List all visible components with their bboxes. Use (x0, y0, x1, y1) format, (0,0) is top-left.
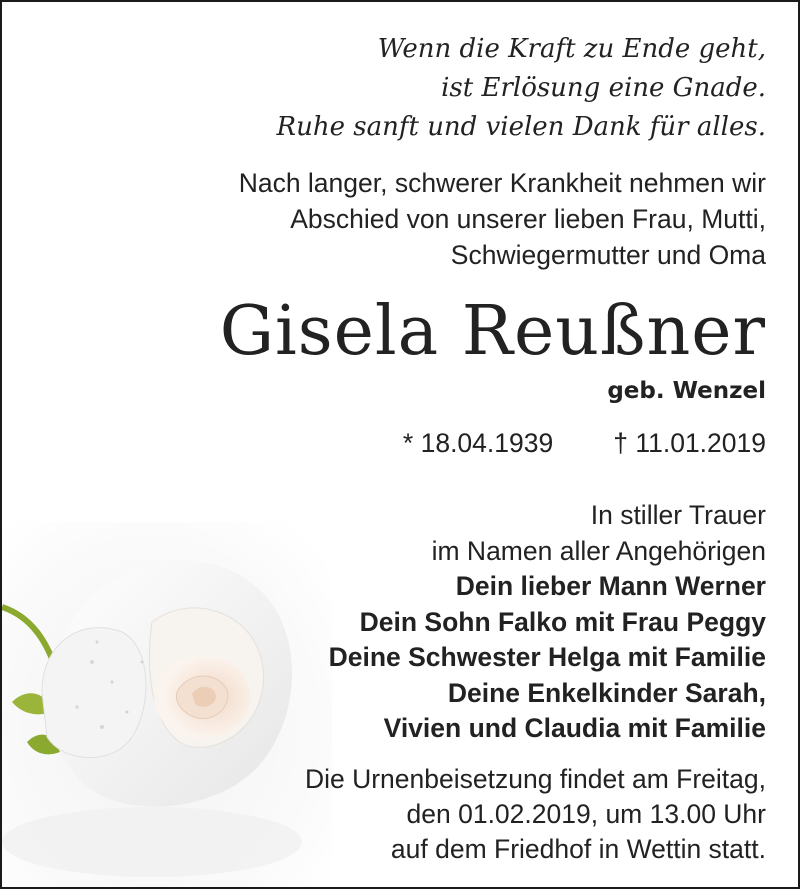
birth-date: * 18.04.1939 (402, 428, 554, 458)
family-member-line: Dein Sohn Falko mit Frau Peggy (359, 606, 766, 637)
family-member-line: Deine Schwester Helga mit Familie (328, 642, 766, 672)
white-rose-image (2, 522, 332, 889)
mourners-intro-line: In stiller Trauer (590, 500, 766, 530)
death-date: † 11.01.2019 (613, 428, 766, 458)
announcement-intro (239, 165, 766, 273)
mourners-intro-line: im Namen aller Angehörigen (431, 535, 766, 566)
quote-line: Wenn die Kraft zu Ende geht, (377, 34, 766, 64)
intro-line: Nach langer, schwerer Krankheit nehmen wir (238, 168, 766, 198)
funeral-line: den 01.02.2019, um 13.00 Uhr (406, 799, 766, 829)
quote-line: ist Erlösung eine Gnade. (441, 73, 766, 103)
intro-line: Schwiegermutter und Oma (450, 240, 766, 270)
deceased-name: Gisela Reußner (219, 292, 766, 371)
funeral-line: auf dem Friedhof in Wettin statt. (390, 834, 766, 864)
family-member-line: Deine Enkelkinder Sarah, (447, 677, 766, 708)
white-rose-icon (2, 522, 332, 889)
funeral-line: Die Urnenbeisetzung findet am Freitag, (304, 764, 766, 794)
life-dates (403, 426, 766, 460)
family-member-line: Dein lieber Mann Werner (455, 571, 766, 601)
intro-line: Abschied von unserer lieben Frau, Mutti, (290, 204, 766, 234)
family-member-line: Vivien und Claudia mit Familie (383, 713, 766, 743)
funeral-details (305, 762, 766, 867)
maiden-name: geb. Wenzel (607, 378, 766, 404)
mourners-block (329, 498, 766, 747)
quote-line: Ruhe sanft und vielen Dank für alles. (276, 112, 766, 142)
quote-verse (277, 30, 766, 147)
